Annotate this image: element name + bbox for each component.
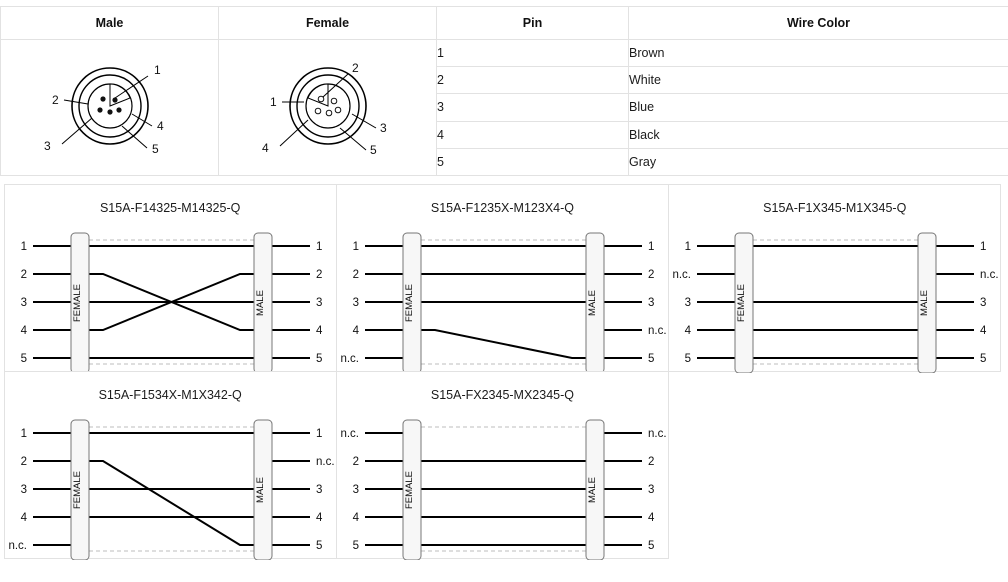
left-pin-label: 4 [352,324,359,337]
svg-text:1: 1 [269,95,277,109]
diagram-svg-1 [337,185,670,373]
left-pin-label: n.c. [340,352,359,365]
left-pin-label: 3 [20,483,27,496]
wire-color: Brown [629,40,1008,67]
diagram-title: S15A-F1534X-M1X342-Q [98,387,242,402]
right-pin-label: n.c. [315,455,335,468]
wiring-diagram-cell-2 [668,184,1001,372]
column-header-female: Female [219,7,437,40]
wire-color: Black [629,121,1008,148]
female-connector-diagram [220,40,436,172]
column-header-pin: Pin [437,7,629,40]
left-pin-label: 4 [684,324,692,337]
diagram-svg-3 [5,372,338,560]
left-pin-label: 5 [20,352,27,365]
right-pin-label: 5 [315,352,322,365]
diagram-title: S15A-F1235X-M123X4-Q [430,200,575,215]
male-connector-diagram [2,40,218,172]
diagram-svg-2 [669,185,1002,373]
wire-color: Blue [629,94,1008,121]
left-pin-label: 2 [352,455,359,468]
left-pin-label: 3 [20,296,27,309]
right-pin-label: 3 [315,296,322,309]
male-block-label: MALE [586,476,598,503]
right-pin-label: 4 [980,324,987,337]
column-header-wire-color: Wire Color [629,7,1008,40]
diagram-svg-0 [5,185,338,373]
female-block-label: FEMALE [71,283,83,322]
left-pin-label: 1 [684,240,692,253]
pin-value: 1 [437,40,629,67]
right-pin-label: 3 [647,296,655,309]
right-pin-label: 2 [647,455,655,468]
female-connector-cell [219,40,437,176]
male-connector-cell [1,40,219,176]
empty-cell [668,371,1001,559]
wiring-diagram-cell-1 [336,184,669,372]
left-pin-label: n.c. [7,539,27,552]
wire [421,330,586,358]
left-pin-label: 4 [352,511,359,524]
pin-value: 2 [437,67,629,94]
diagram-svg-4 [337,372,670,560]
wiring-diagram-cell-3 [4,371,337,559]
left-pin-label: 2 [20,455,27,468]
table-row [1,40,1008,67]
left-pin-label: 5 [352,539,359,552]
wire-color: Gray [629,148,1008,175]
pin-value: 4 [437,121,629,148]
right-pin-label: 5 [647,352,655,365]
male-block-label: MALE [254,476,266,503]
right-pin-label: 1 [647,240,655,253]
left-pin-label: 3 [684,296,692,309]
svg-text:5: 5 [151,142,159,156]
left-pin-label: 1 [20,240,27,253]
right-pin-label: 3 [647,483,655,496]
right-pin-label: 5 [315,539,322,552]
right-pin-label: 2 [647,268,655,281]
left-pin-label: 1 [352,240,359,253]
wiring-diagram-cell-4 [336,371,669,559]
table-header-row [1,7,1008,40]
svg-text:2: 2 [351,61,359,75]
right-pin-label: 2 [315,268,322,281]
svg-text:1: 1 [153,63,161,77]
svg-text:3: 3 [379,121,387,135]
male-block-label: MALE [586,289,598,316]
male-block-label: MALE [254,289,266,316]
right-pin-label: 1 [315,240,322,253]
wiring-diagram-cell-0 [4,184,337,372]
svg-text:4: 4 [261,141,269,155]
left-pin-label: 5 [684,352,692,365]
left-pin-label: 3 [352,483,359,496]
left-pin-label: 2 [352,268,359,281]
right-pin-label: 1 [315,427,322,440]
diagram-title: S15A-F14325-M14325-Q [99,200,241,215]
female-block-label: FEMALE [403,283,415,322]
right-pin-label: n.c. [647,324,667,337]
svg-text:4: 4 [156,119,164,133]
female-block-label: FEMALE [71,470,83,509]
right-pin-label: 3 [980,296,987,309]
left-pin-label: 4 [20,324,27,337]
right-pin-label: 4 [315,511,322,524]
right-pin-label: n.c. [980,268,999,281]
svg-text:5: 5 [369,143,377,157]
female-block-label: FEMALE [403,470,415,509]
right-pin-label: 4 [315,324,322,337]
right-pin-label: 5 [980,352,987,365]
svg-text:2: 2 [51,93,59,107]
male-block-label: MALE [919,289,931,316]
diagram-title: S15A-FX2345-MX2345-Q [430,387,575,402]
right-pin-label: 4 [647,511,655,524]
left-pin-label: 2 [20,268,27,281]
svg-text:3: 3 [43,139,51,153]
pin-value: 3 [437,94,629,121]
left-pin-label: 1 [20,427,27,440]
left-pin-label: n.c. [672,268,692,281]
wire-color: White [629,67,1008,94]
left-pin-label: 3 [352,296,359,309]
right-pin-label: 5 [647,539,655,552]
right-pin-label: 3 [315,483,322,496]
female-block-label: FEMALE [736,283,748,322]
diagram-title: S15A-F1X345-M1X345-Q [763,200,907,215]
left-pin-label: n.c. [340,427,359,440]
connector-pinout-table [0,6,1008,176]
wire [89,461,254,545]
pin-value: 5 [437,148,629,175]
column-header-male: Male [1,7,219,40]
right-pin-label: n.c. [647,427,667,440]
right-pin-label: 1 [980,240,987,253]
wiring-diagram-grid [4,184,1004,558]
left-pin-label: 4 [20,511,27,524]
